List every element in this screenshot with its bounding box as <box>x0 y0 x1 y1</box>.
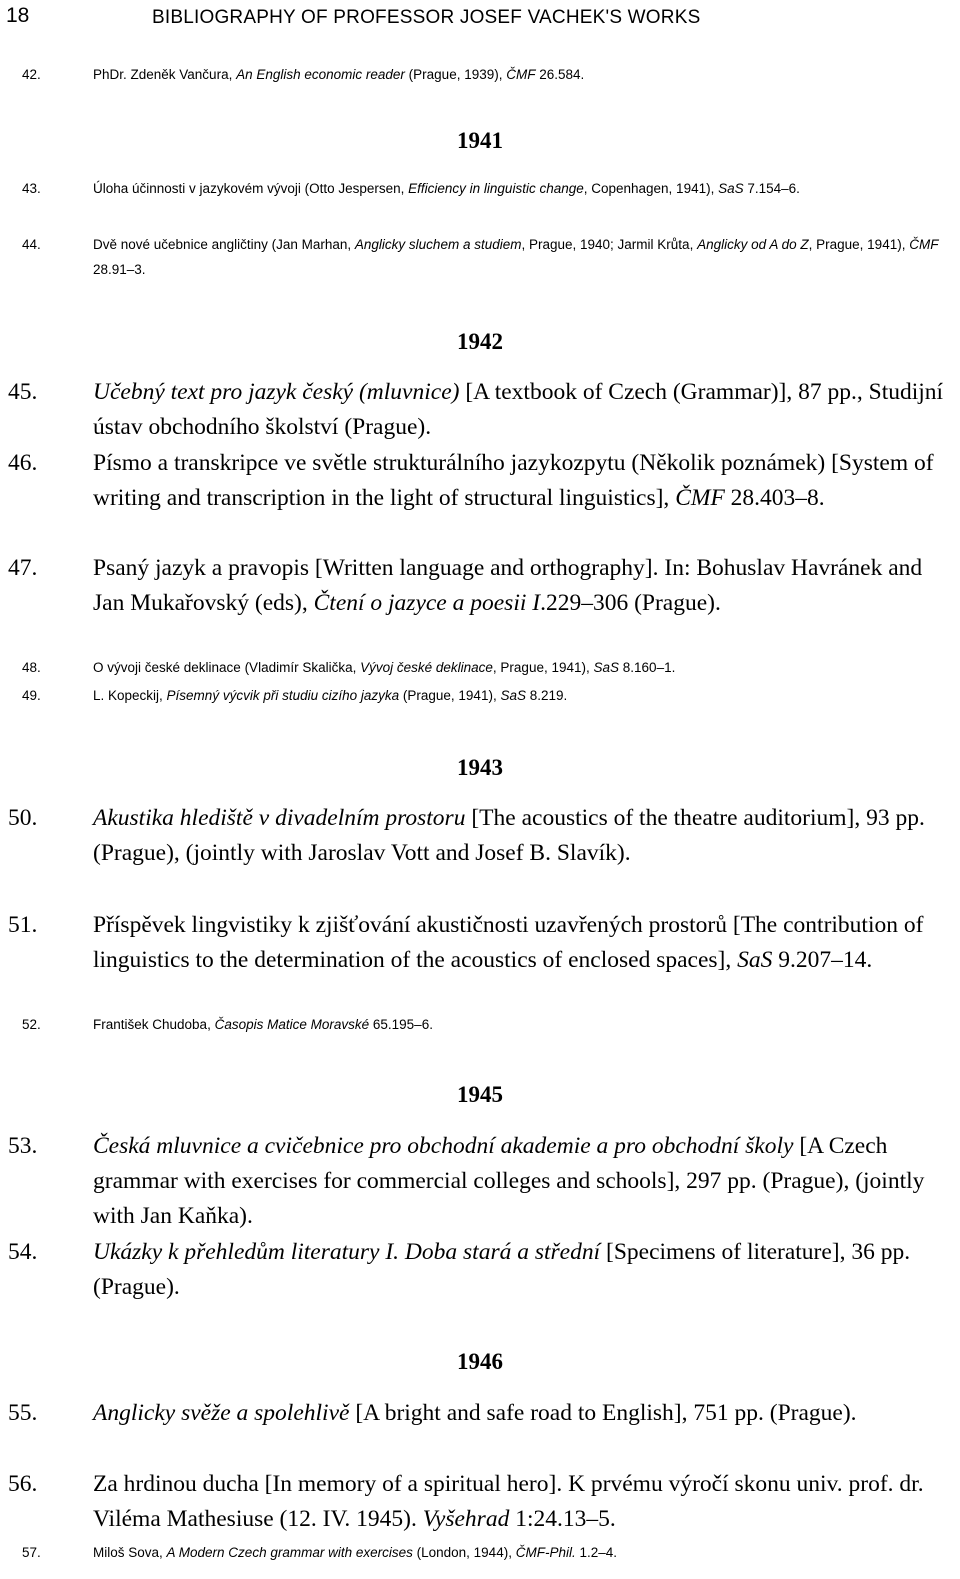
year-heading-1941: 1941 <box>457 128 503 153</box>
entry-number: 57. <box>22 1545 41 1560</box>
year-heading-1943: 1943 <box>457 755 503 780</box>
year-heading-1942: 1942 <box>457 329 503 354</box>
page-header <box>6 4 946 34</box>
entry-text: Anglicky svěže a spolehlivě [A bright and safe road to English], 751 pp. (Prague). <box>93 1400 857 1426</box>
entry-text: L. Kopeckij, Písemný výcvik při studiu cizího jazyka (Prague, 1941), SaS 8.219. <box>93 688 568 703</box>
entry-text: Za hrdinou ducha [In memory of a spiritual hero]. K prvému výročí skonu univ. prof. dr. Viléma Mathesiuse (12. IV. 1945). Vyšehrad 1:24.13–5. <box>93 1471 930 1532</box>
entry-number: 55. <box>8 1400 38 1426</box>
entry-number: 54. <box>8 1239 38 1265</box>
entry-text: Písmo a transkripce ve světle strukturálního jazykozpytu (Několik poznámek) [System of writing and transcription in the light of structural linguistics], ČMF 28.403–8. <box>93 450 940 511</box>
entry-number: 46. <box>8 450 38 476</box>
entry-text: Psaný jazyk a pravopis [Written language and orthography]. In: Bohuslav Havránek and Jan Mukařovský (eds), Čtení o jazyce a poesii I.229–306 (Prague). <box>93 555 929 616</box>
entry-text: Dvě nové učebnice angličtiny (Jan Marhan, Anglicky sluchem a studiem, Prague, 1940; Jarmil Krůta, Anglicky od A do Z, Prague, 1941), ČMF 28.91–3. <box>93 237 943 277</box>
entry-number: 47. <box>8 555 38 581</box>
entry-text: Učebný text pro jazyk český (mluvnice) [A textbook of Czech (Grammar)], 87 pp., Studijní ústav obchodního školství (Prague). <box>93 379 949 440</box>
entry-number: 49. <box>22 688 41 703</box>
running-title: BIBLIOGRAPHY OF PROFESSOR JOSEF VACHEK'S WORKS <box>152 7 701 28</box>
entry-number: 50. <box>8 805 38 831</box>
entry-number: 44. <box>22 237 41 252</box>
entry-text: Miloš Sova, A Modern Czech grammar with exercises (London, 1944), ČMF-Phil. 1.2–4. <box>93 1545 617 1560</box>
entry-number: 45. <box>8 379 38 405</box>
entry-text: PhDr. Zdeněk Vančura, An English economic reader (Prague, 1939), ČMF 26.584. <box>93 67 585 82</box>
year-heading-1946: 1946 <box>457 1349 503 1374</box>
entry-number: 53. <box>8 1133 38 1159</box>
entry-number: 48. <box>22 660 41 675</box>
entry-number: 51. <box>8 912 38 938</box>
entry-text: Ukázky k přehledům literatury I. Doba stará a střední [Specimens of literature], 36 pp. (Prague). <box>93 1239 916 1300</box>
entry-text: O vývoji české deklinace (Vladimír Skalička, Vývoj české deklinace, Prague, 1941), SaS 8.160–1. <box>93 660 676 675</box>
entry-number: 56. <box>8 1471 38 1497</box>
entry-number: 42. <box>22 67 41 82</box>
entry-text: František Chudoba, Časopis Matice Moravské 65.195–6. <box>93 1017 433 1032</box>
entry-text: Akustika hlediště v divadelním prostoru [The acoustics of the theatre auditorium], 93 pp. (Prague), (jointly with Jaroslav Vott and Josef B. Slavík). <box>93 805 931 866</box>
entry-text: Příspěvek lingvistiky k zjišťování akustičnosti uzavřených prostorů [The contribution of linguistics to the determination of the acoustics of enclosed spaces], SaS 9.207–14. <box>93 912 930 973</box>
page-number: 18 <box>6 4 30 27</box>
entry-number: 43. <box>22 181 41 196</box>
entry-text: Česká mluvnice a cvičebnice pro obchodní akademie a pro obchodní školy [A Czech grammar with exercises for commercial colleges and schools], 297 pp. (Prague), (jointly with Jan Kaňka). <box>93 1133 931 1229</box>
year-heading-1945: 1945 <box>457 1082 503 1107</box>
entry-number: 52. <box>22 1017 41 1032</box>
entry-text: Úloha účinnosti v jazykovém vývoji (Otto Jespersen, Efficiency in linguistic change, Copenhagen, 1941), SaS 7.154–6. <box>93 181 800 196</box>
